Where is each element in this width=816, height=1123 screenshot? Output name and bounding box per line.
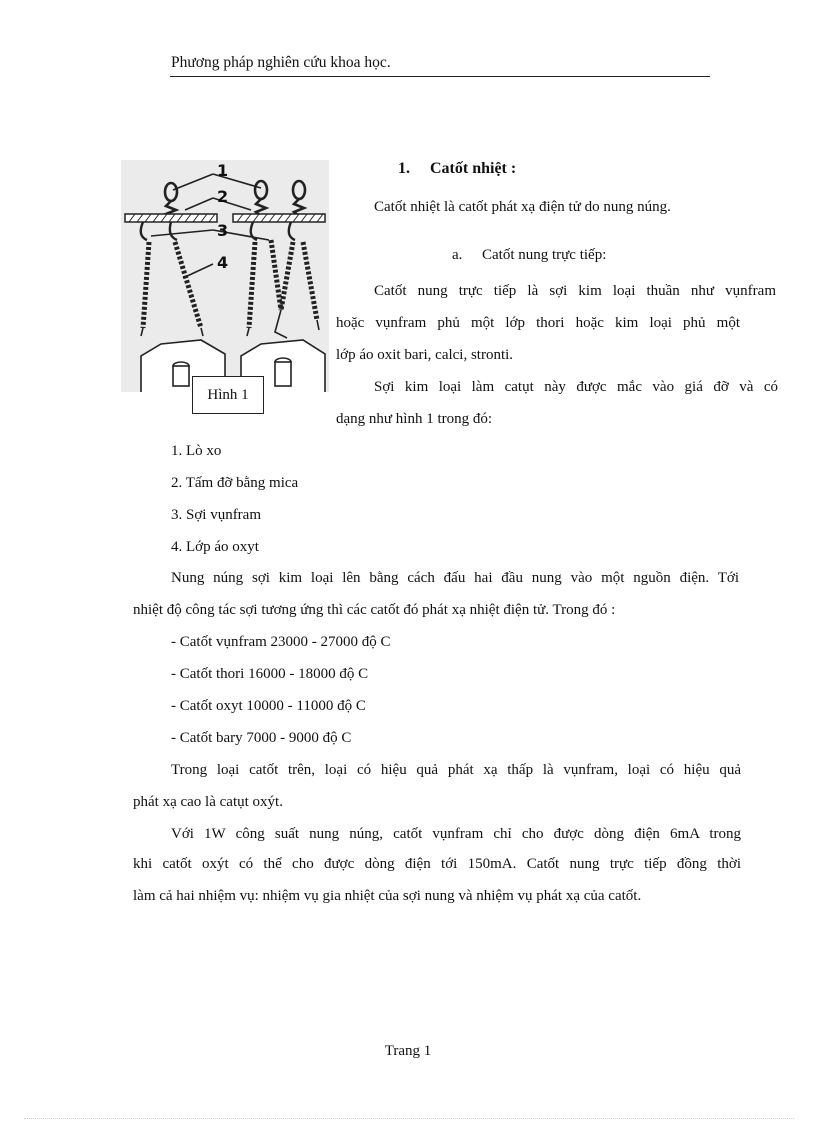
section-intro: Catốt nhiệt là catốt phát xạ điện tử do nung núng. bbox=[374, 199, 671, 215]
legend-item-3: 3. Sợi vụnfram bbox=[171, 507, 262, 523]
para3-line-1: Nung núng sợi kim loại lên bằng cách đấu hai đầu nung vào một nguồn điện. Tới bbox=[171, 570, 739, 586]
para3-line-2: nhiệt độ công tác sợi tương ứng thì các catốt đó phát xạ nhiệt điện tử. Trong đó : bbox=[133, 602, 616, 618]
page-bottom-border bbox=[24, 1118, 794, 1119]
mica-plate-right bbox=[233, 214, 325, 222]
callout-1: 1 bbox=[217, 161, 229, 180]
pin-left bbox=[173, 366, 189, 386]
callout-3: 3 bbox=[217, 221, 229, 240]
figure-caption: Hình 1 bbox=[192, 376, 264, 414]
temperature-item-4: - Catốt bary 7000 - 9000 độ C bbox=[171, 730, 352, 746]
para1-line-1: Catốt nung trực tiếp là sợi kim loại thuần như vụnfram bbox=[374, 283, 776, 299]
para2-line-1: Sợi kim loại làm catụt này được mắc vào giá đỡ và có bbox=[374, 379, 778, 395]
temperature-item-1: - Catốt vụnfram 23000 - 27000 độ C bbox=[171, 634, 391, 650]
subsection-number: a. bbox=[452, 247, 463, 263]
page-header-title: Phương pháp nghiên cứu khoa học. bbox=[171, 54, 391, 71]
legend-item-1: 1. Lò xo bbox=[171, 443, 222, 459]
temperature-item-2: - Catốt thori 16000 - 18000 độ C bbox=[171, 666, 369, 682]
subsection-title: Catốt nung trực tiếp: bbox=[482, 247, 607, 263]
cathode-illustration bbox=[121, 160, 329, 392]
para1-line-2: hoặc vụnfram phủ một lớp thori hoặc kim loại phủ một bbox=[336, 315, 740, 331]
para5-line-2: khi catốt oxýt có thể cho được dòng điện tới 150mA. Catốt nung trực tiếp đồng thời bbox=[133, 856, 741, 872]
legend-item-2: 2. Tấm đỡ bằng mica bbox=[171, 475, 299, 491]
para4-line-2: phát xạ cao là catụt oxýt. bbox=[133, 794, 283, 810]
page-number: Trang 1 bbox=[384, 1043, 432, 1059]
callout-2: 2 bbox=[217, 187, 229, 206]
callout-4: 4 bbox=[217, 253, 229, 272]
section-number: 1. bbox=[398, 160, 410, 177]
cathode-figure bbox=[121, 160, 329, 392]
para4-line-1: Trong loại catốt trên, loại có hiệu quả phát xạ thấp là vụnfram, loại có hiệu quả bbox=[171, 762, 741, 778]
para1-line-3: lớp áo oxit bari, calci, stronti. bbox=[336, 347, 514, 363]
mica-plate-left bbox=[125, 214, 217, 222]
legend-item-4: 4. Lớp áo oxyt bbox=[171, 539, 259, 555]
section-heading bbox=[398, 160, 516, 178]
para2-line-2: dạng như hình 1 trong đó: bbox=[336, 411, 493, 427]
para5-line-3: làm cả hai nhiệm vụ: nhiệm vụ gia nhiệt của sợi nung và nhiệm vụ phát xạ của catốt. bbox=[133, 888, 642, 904]
temperature-item-3: - Catốt oxyt 10000 - 11000 độ C bbox=[171, 698, 366, 714]
para5-line-1: Với 1W công suất nung núng, catốt vụnfram chỉ cho được dòng điện 6mA trong bbox=[171, 826, 741, 842]
pin-right bbox=[275, 362, 291, 386]
section-title: Catốt nhiệt : bbox=[430, 160, 517, 177]
header-rule bbox=[170, 76, 710, 77]
